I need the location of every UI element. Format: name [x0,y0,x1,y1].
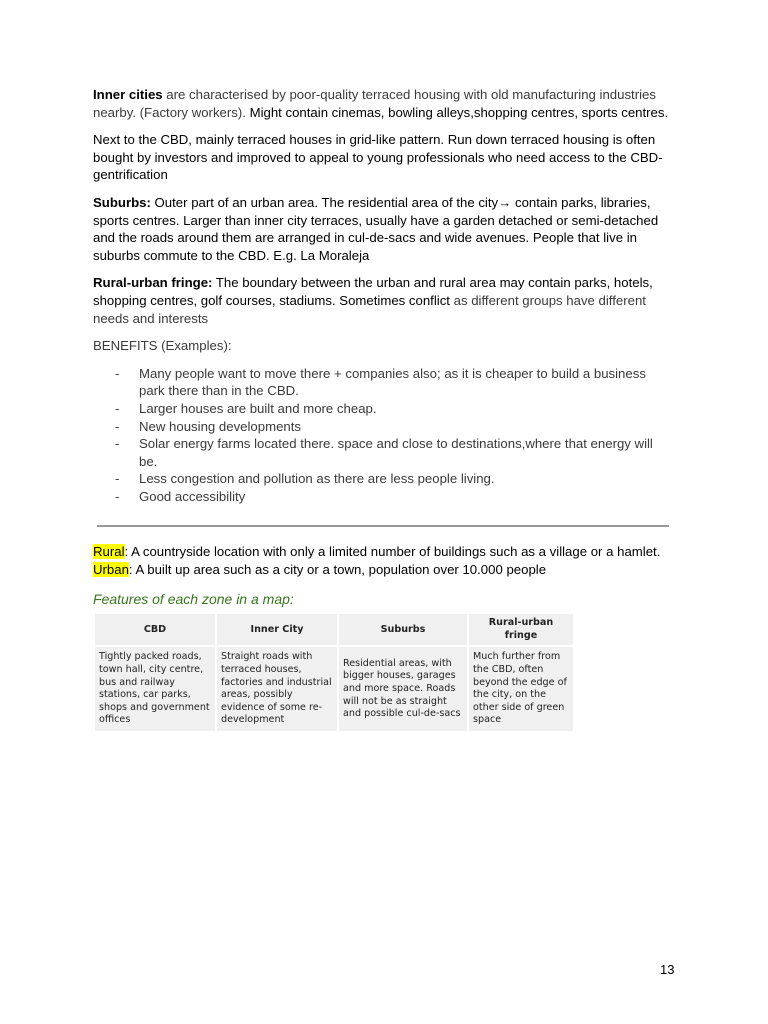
definitions [93,543,673,578]
table-row [95,647,573,731]
rural-term: Rural [93,544,125,560]
inner-cities-paragraph [93,86,673,121]
urban-definition [93,561,673,579]
page-number: 13 [660,962,675,977]
table-cell-cbd: Tightly packed roads, town hall, city centre, bus and railway stations, car parks, shops and government offices [95,647,215,731]
table-cell-rural-urban-fringe: Much further from the CBD, often beyond the edge of the city, on the other side of green space [469,647,573,731]
inner-cities-amenities: Might contain cinemas, bowling alleys,shopping centres, sports centres. [245,104,669,120]
rural-urban-fringe-conflict: as different groups have different needs and interests [93,292,646,326]
list-item: - Larger houses are built and more cheap. [93,400,673,418]
cbd-housing-paragraph: Next to the CBD, mainly terraced houses in grid-like pattern. Run down terraced housing is often bought by investors and improved to appeal to young professionals who need access to the CBD-gentrification [93,132,663,183]
benefits-heading: BENEFITS (Examples): [93,338,232,354]
rural-text: : A countryside location with only a limited number of buildings such as a village or a hamlet. [124,544,661,560]
inner-cities-description: are characterised by poor-quality terraced housing with old manufacturing industries nearby. (Factory workers). [93,87,656,120]
list-item: - Less congestion and pollution as there are less people living. [93,470,673,488]
list-item: - Many people want to move there + companies also; as it is cheaper to build a business park there than in the CBD. [93,365,673,400]
table-header-inner-city: Inner City [217,614,337,647]
list-item: - Good accessibility [93,488,673,506]
table-header-row [95,614,573,647]
rural-urban-fringe-term: Rural-urban fringe: [93,275,213,291]
list-item: - New housing developments [93,418,673,436]
inner-cities-term: Inner cities [93,87,163,102]
table-header-rural-urban-fringe: Rural-urban fringe [469,614,573,647]
rural-definition [93,543,673,561]
suburbs-term: Suburbs: [93,194,151,210]
benefits-list [93,365,673,506]
table-header-suburbs: Suburbs [339,614,467,647]
rural-urban-fringe-description: The boundary between the urban and rural area may contain parks, hotels, shopping centres, golf courses, stadiums. Sometimes conflict [93,275,653,308]
table-cell-suburbs: Residential areas, with bigger houses, garages and more space. Roads will not be as straight and possible cul-de-sacs [339,647,467,731]
horizontal-divider [97,525,669,527]
zone-features-table [93,614,575,731]
features-title: Features of each zone in a map: [93,590,294,607]
urban-term: Urban [93,562,129,578]
table-cell-inner-city: Straight roads with terraced houses, factories and industrial areas, possibly evidence of some re-development [217,647,337,731]
document-body [93,86,673,731]
suburbs-description: Outer part of an urban area. The residential area of the city→ contain parks, libraries, sports centres. Larger than inner city terraces, usually have a garden detached or semi-detached and the roads around them are arranged in cul-de-sacs and wide avenues. People that live in suburbs commute to the CBD. E.g. La Moraleja [93,194,659,263]
suburbs-paragraph [93,194,673,264]
rural-urban-fringe-paragraph [93,274,673,327]
urban-text: : A built up area such as a city or a town, population over 10.000 people [128,562,547,578]
list-item: - Solar energy farms located there. space and close to destinations,where that energy will be. [93,435,673,470]
table-header-cbd: CBD [95,614,215,647]
